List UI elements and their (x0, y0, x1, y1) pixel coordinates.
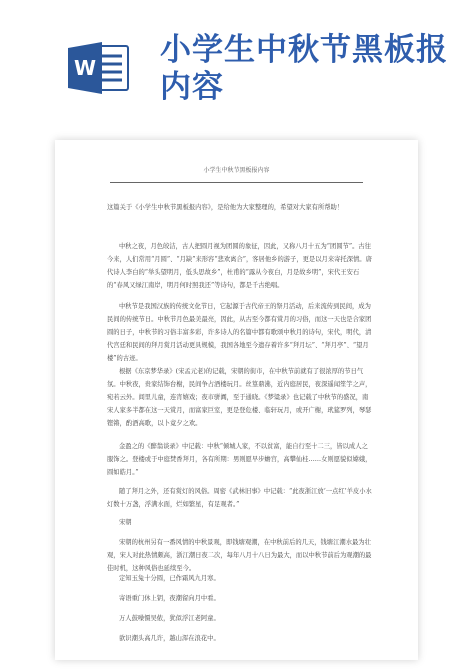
paragraph-6: 宋朝的杭州另有一番风情的中秋景观，即钱塘观潮，在中秋前后的几天，钱塘江潮水最为壮观，宋人对此热情颇高，浙江潮日夜二次，每年八月十八日为最大，而以中秋节前后为观潮的最佳时机，这种风俗也延续至今。 (107, 539, 372, 572)
word-icon (68, 40, 130, 96)
paragraph-5: 随了拜月之外，还有赏灯的风俗。周密《武林旧事》中记载：“此夜浙江放‘一点红’羊皮小水灯数十万盏，浮满水面，烂如繁星，有足观者。” (107, 488, 372, 508)
paragraph-2: 中秋节是我国汉族的传统文化节日，它起源于古代帝王的祭月活动，后来流传到民间，成为民间的传统节日。中秋节月色最美最亮，因此，从古至今都有赏月的习俗，而这一天也是合家团圆的日子，中秋节的习俗丰富多彩，许多诗人的名篇中都有歌颂中秋月的诗句，宋代，明代，清代宫廷和民间的拜月赏月活动更具规模，我国各地至今遗存着许多“拜月坛”、“拜月亭”、“望月楼”的古迹。 (107, 303, 372, 362)
paragraph-1: 中秋之夜，月色皎洁，古人把圆月视为团圆的象征，因此，又称八月十五为“团圆节”。古往今来，人们常用“月圆”、“月缺”来形容“悲欢离合”，客居他乡的游子，更是以月来寄托深情。唐代诗人李白的“举头望明月，低头思故乡”，杜甫的“露从今夜白，月是故乡明”，宋代王安石的“春风又绿江南岸，明月何时照我还”等诗句，都是千古绝唱。 (107, 243, 372, 289)
poem-line: 定知玉兔十分圆，已作霜风九月寒。 (119, 575, 220, 582)
page-header (0, 0, 474, 110)
paragraph-4: 金盈之的《醉翁谈录》中记载：中秋“倾城人家，不以贫富，能自行至十二三，皆以成人之服饰之。登楼或于中庭焚香拜月，各有所期：男则愿早步蟾宫，高攀仙桂……女则愿貌似嫦娥，圆如皓月。” (107, 443, 372, 476)
title-divider (110, 182, 363, 183)
document-title: 小学生中秋节黑板报内容 (203, 167, 270, 174)
document-page (55, 140, 418, 660)
poem-line: 万人鼓噪慑吴侬，犹似浮江老阿童。 (119, 615, 220, 622)
section-heading: 宋朝 (119, 519, 132, 526)
poem-line: 寄语重门休上钥，夜潮留向月中看。 (119, 595, 220, 602)
intro-paragraph: 这篇关于《小学生中秋节黑板报内容》，是给他为大家整理的，希望对大家有所帮助！ (107, 204, 344, 211)
poem-line: 欲识潮头高几许，越山浑在浪花中。 (119, 635, 220, 642)
page-title: 小学生中秋节黑板报内容 (160, 32, 448, 105)
paragraph-3: 根据《东京梦华录》(宋孟元老)的记载，宋朝的街市，在中秋节前就有了很浓厚的节日气氛。中秋夜，贵家结饰台榭，民间争占酒楼玩月。丝篁鼎沸，近内庭居民，夜深遥闻笙竽之声，宛若云外。闾里儿童，连宵嬉戏；夜市骈阗，至于通晓。《梦粱录》也记载了中秋节的盛况，南宋人家多半都在这一天赏月，而富家巨室，更是登危楼、临轩玩月，或开广榭，玳筵罗列，琴瑟铿锵，酌酒高歌，以卜竟夕之欢。 (107, 368, 372, 427)
word-icon-letter: W (73, 56, 97, 80)
